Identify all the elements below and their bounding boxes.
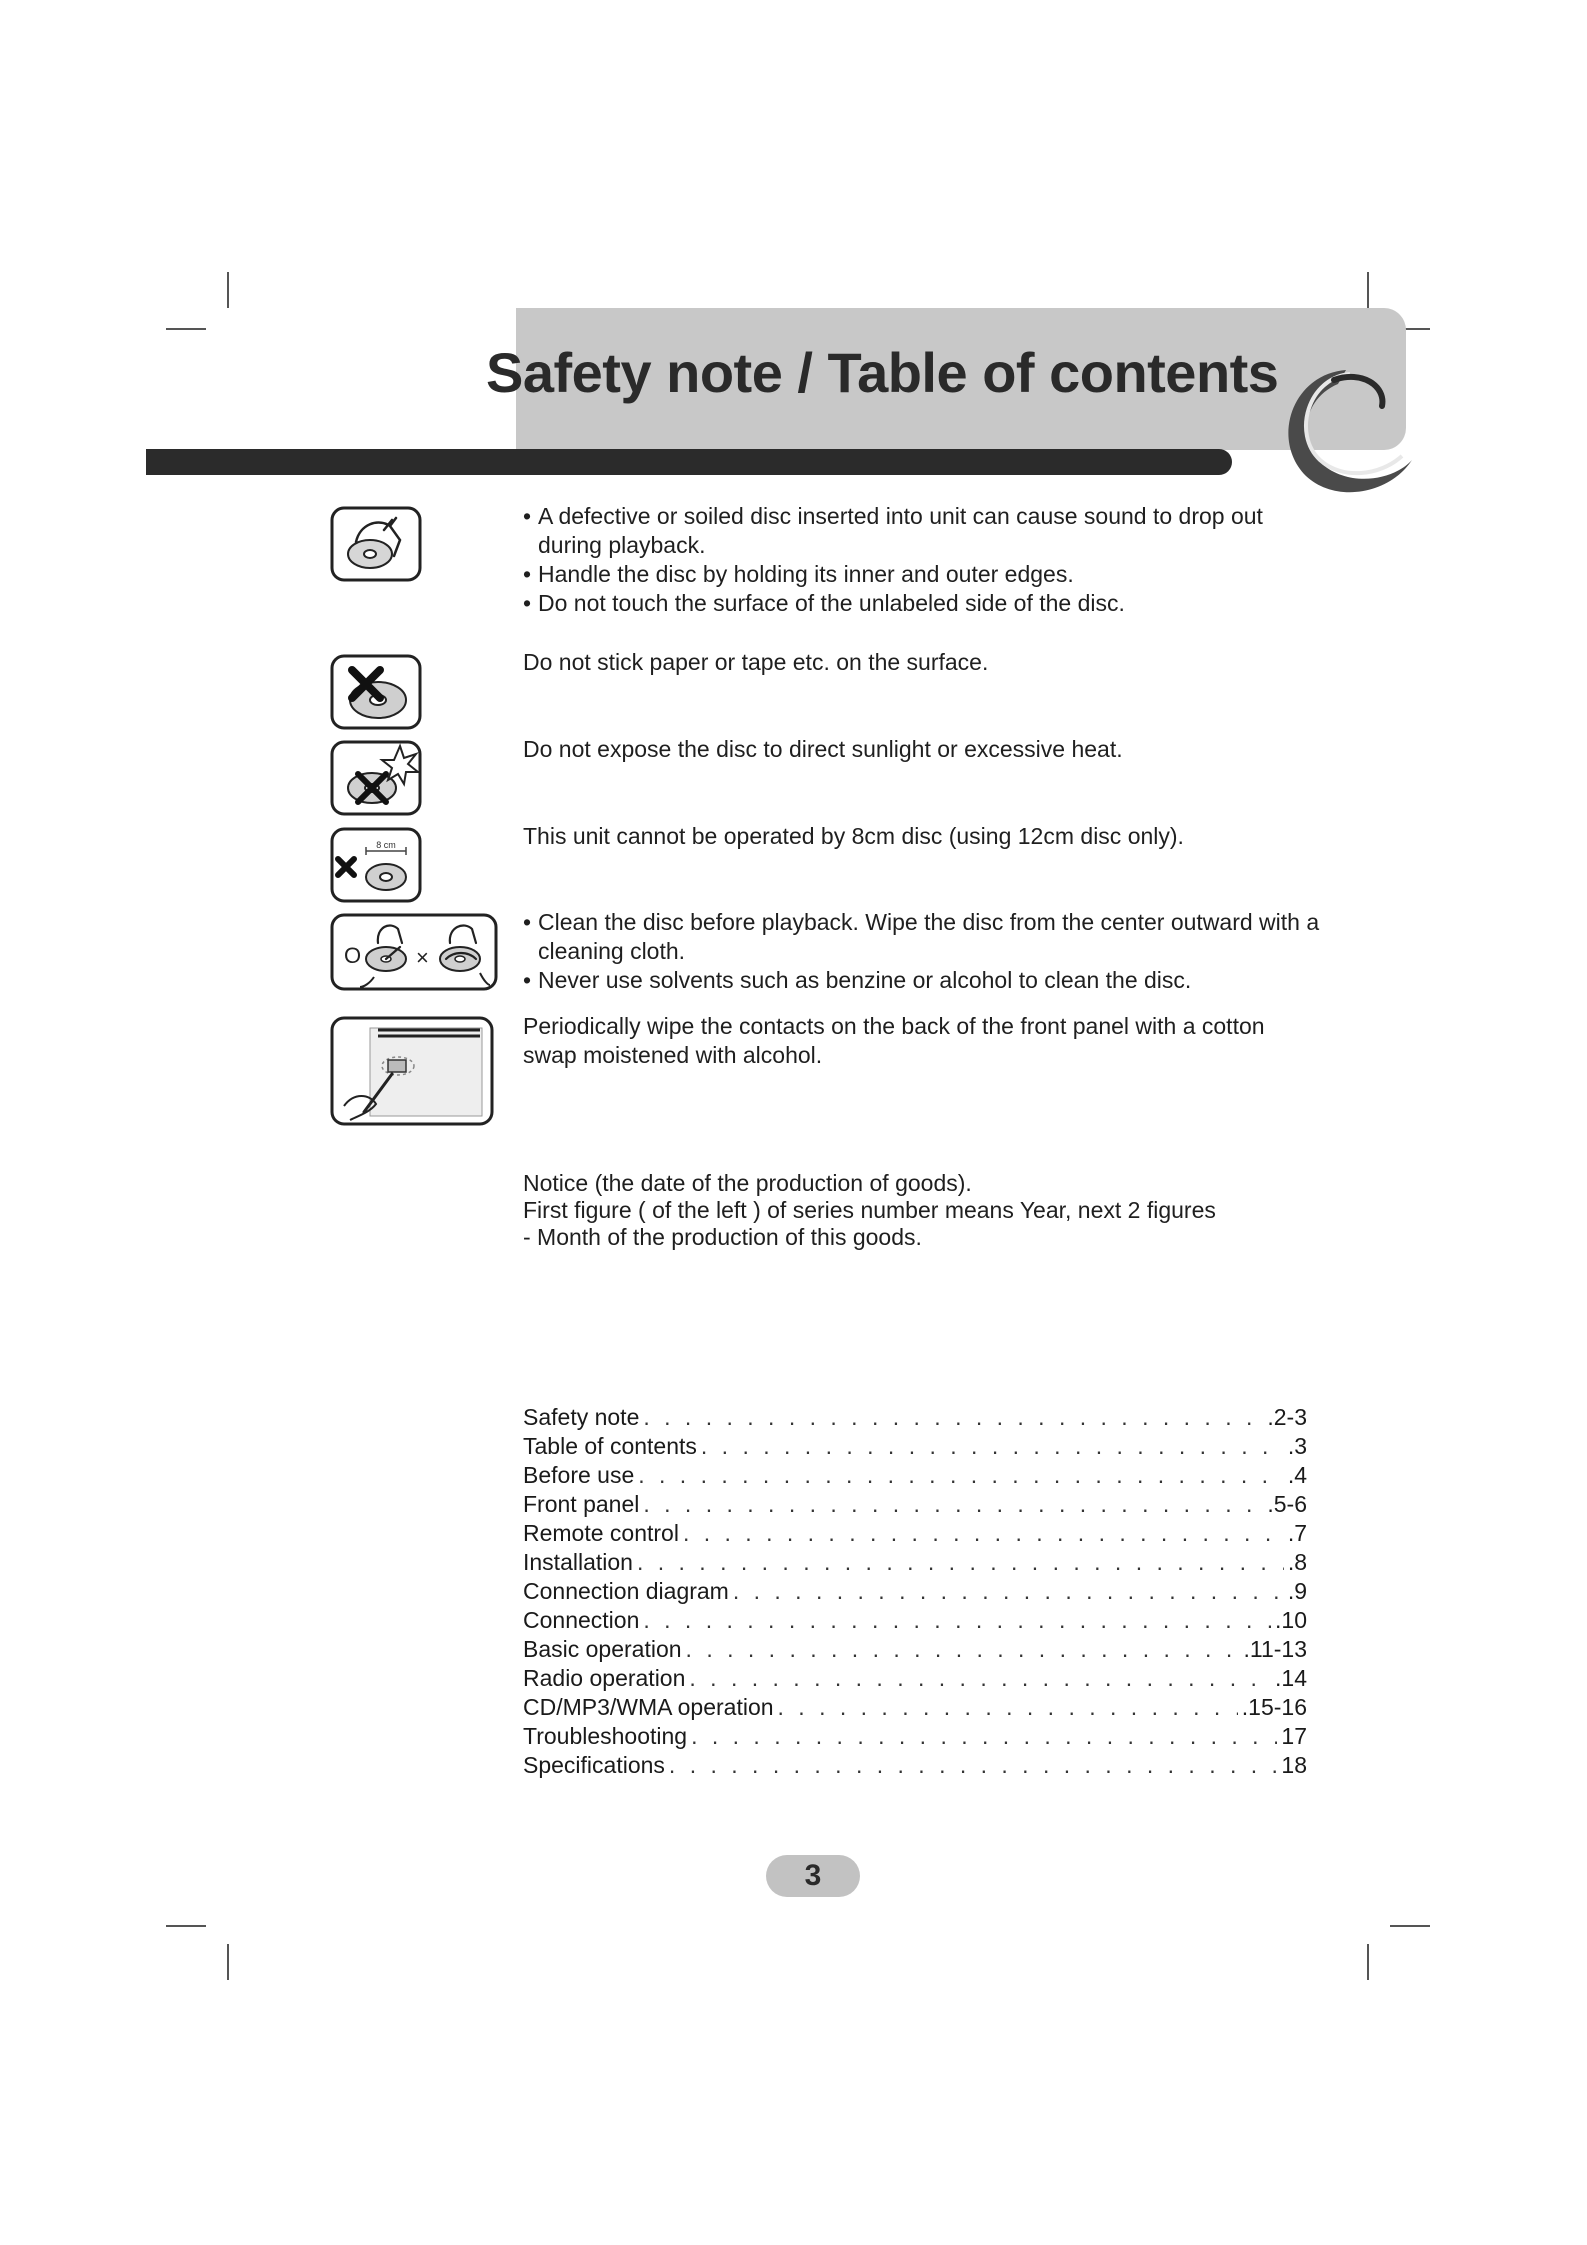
correct-mark: O — [344, 943, 362, 968]
disc-handling-icon — [330, 506, 422, 582]
list-item: • Handle the disc by holding its inner and outer edges. — [523, 560, 1323, 589]
toc-row — [523, 1520, 1307, 1549]
no-sunlight-icon — [330, 740, 422, 816]
production-date-notice — [523, 1170, 1323, 1251]
crop-mark — [1367, 272, 1369, 308]
toc-entry-page: .15-16 — [1241, 1694, 1307, 1720]
toc-entry-label: Connection diagram — [523, 1578, 729, 1604]
list-item: • Do not touch the surface of the unlabeled side of the disc. — [523, 589, 1323, 618]
toc-entry-page: .10 — [1275, 1607, 1307, 1633]
toc-entry-page: .8 — [1287, 1549, 1307, 1575]
toc-row — [523, 1607, 1307, 1636]
toc-entry-label: Remote control — [523, 1520, 679, 1546]
clean-contacts-icon — [330, 1016, 494, 1126]
toc-entry-label: Basic operation — [523, 1636, 682, 1662]
page-title: Safety note / Table of contents — [486, 341, 1279, 404]
toc-leader-dots — [686, 1636, 1240, 1663]
list-item: • A defective or soiled disc inserted into unit can cause sound to drop out during playback. — [523, 502, 1323, 560]
toc-row — [523, 1665, 1307, 1694]
notice-line: First figure ( of the left ) of series number means Year, next 2 figures — [523, 1197, 1216, 1223]
toc-row — [523, 1433, 1307, 1462]
toc-row — [523, 1578, 1307, 1607]
wrong-mark: × — [416, 945, 429, 970]
toc-entry-label: Front panel — [523, 1491, 640, 1517]
toc-entry-label: Before use — [523, 1462, 635, 1488]
toc-entry-label: Radio operation — [523, 1665, 686, 1691]
toc-entry-page: 17 — [1281, 1723, 1307, 1749]
toc-entry-label: Installation — [523, 1549, 633, 1575]
list-item: • Clean the disc before playback. Wipe the disc from the center outward with a cleaning cloth. — [523, 908, 1323, 966]
toc-row — [523, 1404, 1307, 1433]
notice-line: Notice (the date of the production of goods). — [523, 1170, 972, 1196]
no-sunlight-note: Do not expose the disc to direct sunlight or excessive heat. — [523, 736, 1123, 762]
toc-entry-page: .9 — [1287, 1578, 1307, 1604]
toc-leader-dots — [643, 1607, 1271, 1634]
toc-entry-page: .14 — [1275, 1665, 1307, 1691]
crop-mark — [166, 328, 206, 330]
c-swirl-logo-icon — [1262, 352, 1422, 512]
header-rule — [146, 449, 1232, 475]
crop-mark — [1367, 1944, 1369, 1980]
toc-row — [523, 1752, 1307, 1781]
disc-cleaning-list — [523, 908, 1323, 995]
toc-leader-dots — [701, 1433, 1284, 1460]
contacts-note: Periodically wipe the contacts on the back of the front panel with a cotton swap moistened with alcohol. — [523, 1013, 1265, 1068]
crop-mark — [1390, 1925, 1430, 1927]
toc-entry-label: Specifications — [523, 1752, 665, 1778]
page-number: 3 — [766, 1855, 860, 1897]
toc-row — [523, 1491, 1307, 1520]
toc-row — [523, 1636, 1307, 1665]
table-of-contents — [523, 1404, 1307, 1781]
toc-entry-page: .2-3 — [1267, 1404, 1307, 1430]
toc-entry-page: .5-6 — [1267, 1491, 1307, 1517]
crop-mark — [166, 1925, 206, 1927]
toc-entry-page: .11-13 — [1243, 1636, 1307, 1662]
toc-row — [523, 1723, 1307, 1752]
toc-entry-page: .3 — [1287, 1433, 1307, 1459]
toc-row — [523, 1549, 1307, 1578]
toc-row — [523, 1694, 1307, 1723]
no-sticker-icon — [330, 654, 422, 730]
toc-leader-dots — [691, 1723, 1277, 1750]
crop-mark — [227, 272, 229, 308]
disc-size-note: This unit cannot be operated by 8cm disc (using 12cm disc only). — [523, 823, 1184, 849]
no-8cm-disc-icon — [330, 827, 422, 903]
toc-entry-label: Table of contents — [523, 1433, 697, 1459]
toc-entry-page: .4 — [1287, 1462, 1307, 1488]
toc-row — [523, 1462, 1307, 1491]
crop-mark — [227, 1944, 229, 1980]
toc-entry-label: CD/MP3/WMA operation — [523, 1694, 774, 1720]
toc-leader-dots — [778, 1694, 1238, 1721]
toc-leader-dots — [643, 1404, 1263, 1431]
notice-line: - Month of the production of this goods. — [523, 1224, 922, 1250]
toc-leader-dots — [669, 1752, 1277, 1779]
toc-leader-dots — [643, 1491, 1263, 1518]
toc-entry-label: Connection — [523, 1607, 640, 1633]
toc-leader-dots — [733, 1578, 1284, 1605]
toc-entry-page: .7 — [1287, 1520, 1307, 1546]
toc-leader-dots — [683, 1520, 1284, 1547]
list-item: • Never use solvents such as benzine or alcohol to clean the disc. — [523, 966, 1323, 995]
toc-leader-dots — [689, 1665, 1271, 1692]
toc-entry-label: Troubleshooting — [523, 1723, 688, 1749]
disc-cleaning-icon — [330, 913, 498, 991]
disc-handling-list — [523, 502, 1323, 618]
toc-entry-label: Safety note — [523, 1404, 640, 1430]
no-sticker-note: Do not stick paper or tape etc. on the surface. — [523, 649, 989, 675]
disc-size-label: 8 cm — [376, 840, 396, 850]
toc-leader-dots — [638, 1462, 1284, 1489]
toc-entry-page: 18 — [1281, 1752, 1307, 1778]
toc-leader-dots — [637, 1549, 1284, 1576]
